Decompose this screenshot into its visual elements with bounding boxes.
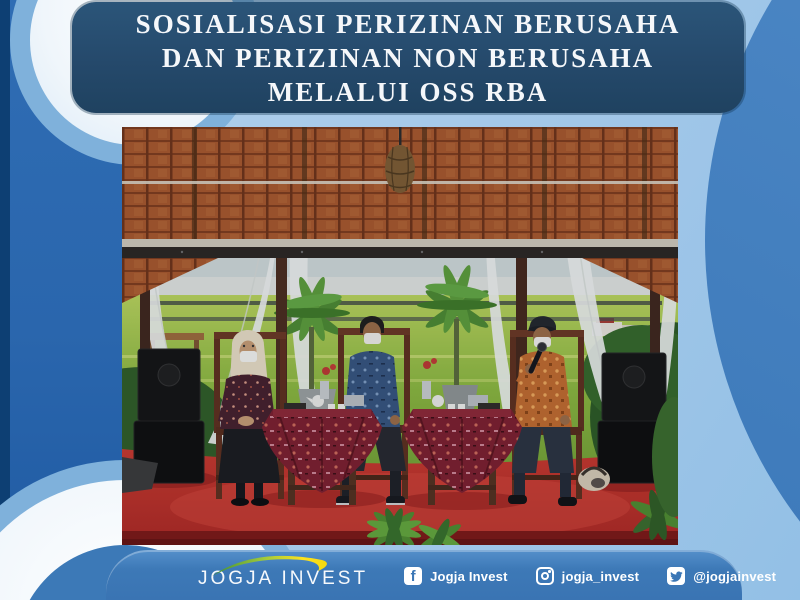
title-line-1: SOSIALISASI PERIZINAN BERUSAHA	[135, 8, 681, 39]
facebook-handle: Jogja Invest	[430, 568, 508, 584]
twitter-icon	[667, 567, 685, 585]
facebook-icon: f	[404, 567, 422, 585]
facebook-link[interactable]	[404, 567, 508, 585]
instagram-link[interactable]	[536, 567, 640, 585]
title-line-2: DAN PERIZINAN NON BERUSAHA	[161, 42, 655, 73]
event-photo	[122, 127, 678, 545]
twitter-link[interactable]	[667, 567, 776, 585]
social-links	[404, 567, 776, 585]
jogja-invest-logo	[198, 568, 368, 590]
title-banner	[72, 2, 744, 113]
instagram-icon	[536, 567, 554, 585]
title-line-3: MELALUI OSS RBA	[267, 76, 549, 107]
twitter-handle: @jogjainvest	[693, 568, 777, 584]
instagram-handle: jogja_invest	[561, 568, 640, 584]
logo-swoosh-icon	[210, 553, 342, 577]
photo-tone-overlay	[122, 127, 678, 545]
footer-bar	[106, 550, 777, 600]
logo-text: JOGJA INVEST	[198, 568, 369, 589]
